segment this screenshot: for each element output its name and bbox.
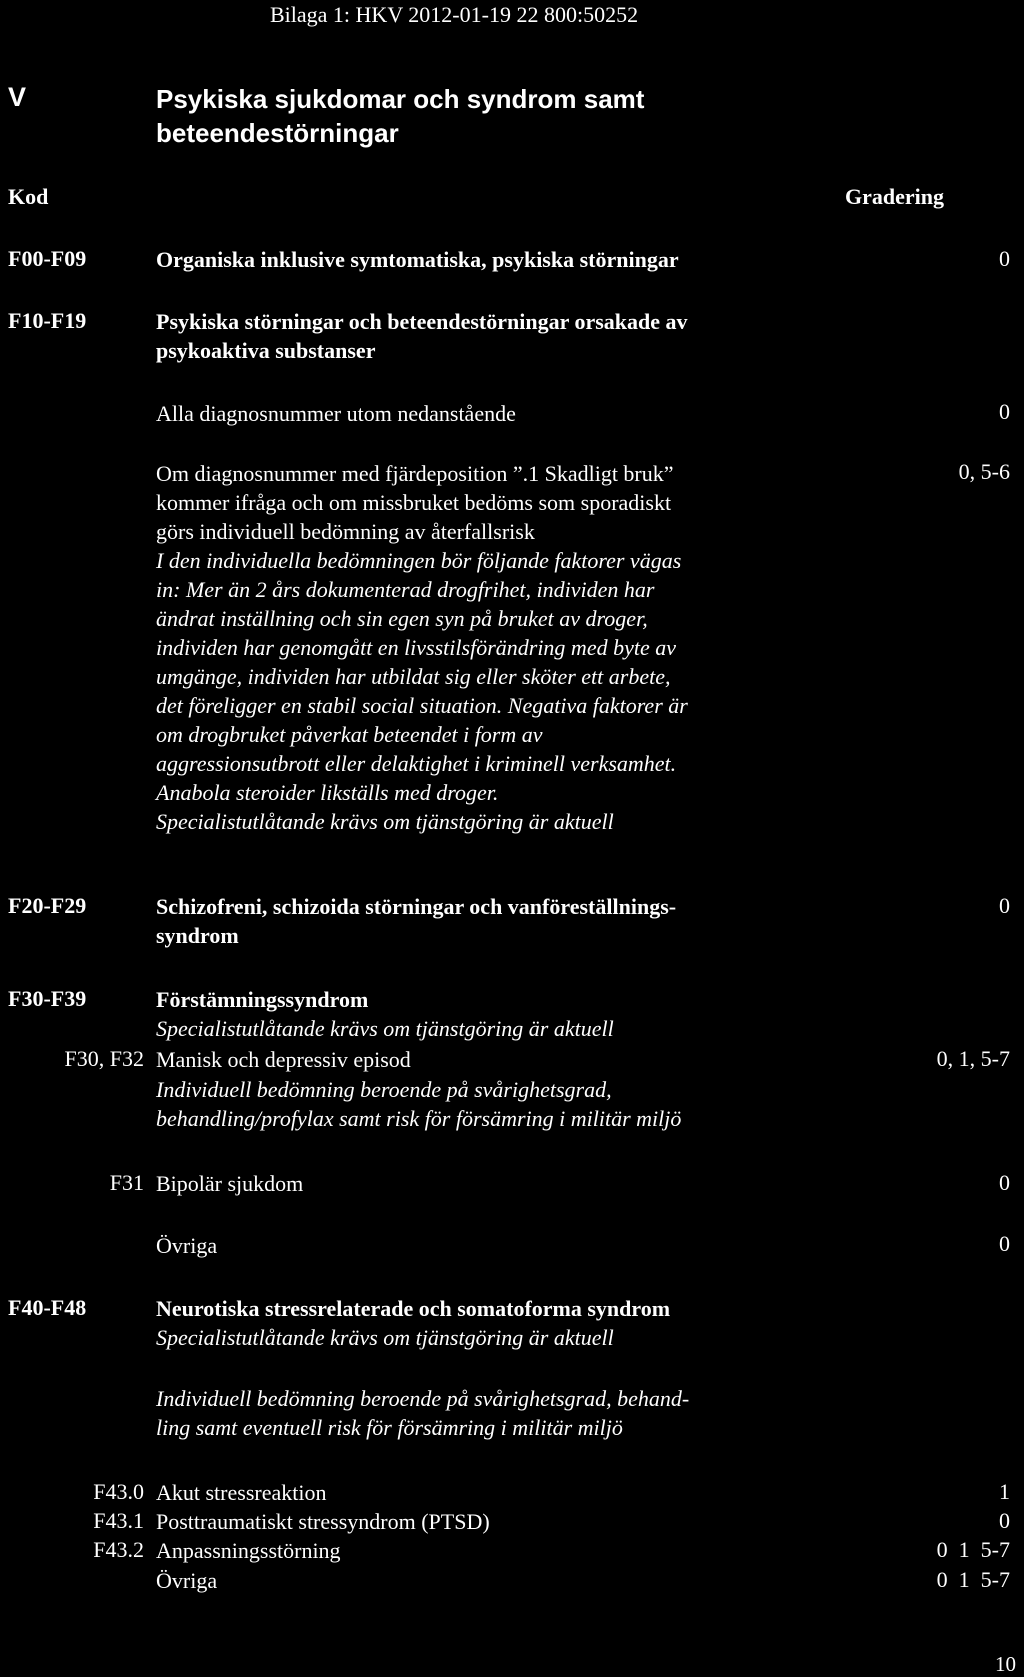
column-header-code: Kod [8, 184, 49, 209]
title-f40-f48: Neurotiska stressrelaterade och somatoforma syndrom [156, 1296, 671, 1321]
code-f10-f19: F10-F19 [8, 308, 87, 333]
title-f31: Bipolär sjukdom [156, 1171, 304, 1196]
title-f20-f29 [156, 892, 676, 950]
grade-f00-f09: 0 [999, 246, 1010, 271]
note-line: det föreligger en stabil social situation. Negativa faktorer är [156, 693, 688, 718]
note-line: Individuell bedömning beroende på svårighetsgrad, [156, 1077, 612, 1102]
grade-f40-other: 0 1 5-7 [936, 1567, 1010, 1592]
note-line: aggressionsutbrott eller delaktighet i kriminell verksamhet. [156, 751, 677, 776]
f10-all-diagnoses-text: Alla diagnosnummer utom nedanstående [156, 401, 516, 426]
title-f43-0: Akut stressreaktion [156, 1480, 327, 1505]
note-line: om drogbruket påverkat beteendet i form av [156, 722, 543, 747]
f40-specialist-note: Specialistutlåtande krävs om tjänstgöring är aktuell [156, 1325, 614, 1350]
note-line: I den individuella bedömningen bör följande faktorer vägas [156, 548, 682, 573]
grade-f31: 0 [999, 1170, 1010, 1195]
note-line: individen har genomgått en livsstilsförändring med byte av [156, 635, 676, 660]
document-reference: Bilaga 1: HKV 2012-01-19 22 800:50252 [270, 2, 639, 27]
title-f10-f19 [156, 307, 688, 365]
code-f43-1: F43.1 [93, 1508, 144, 1533]
code-f30-f32: F30, F32 [64, 1046, 144, 1071]
note-line: ling samt eventuell risk för försämring i militär miljö [156, 1415, 623, 1440]
title-f10-f19-line1: Psykiska störningar och beteendestörningar orsakade av [156, 309, 688, 334]
grade-f43-2: 0 1 5-7 [936, 1537, 1010, 1562]
grade-f30-f32: 0, 1, 5-7 [936, 1046, 1010, 1071]
code-f40-f48: F40-F48 [8, 1295, 87, 1320]
section-title-line2: beteendestörningar [156, 118, 399, 148]
section-number: V [8, 82, 27, 112]
section-title [156, 82, 644, 150]
grade-f43-0: 1 [999, 1479, 1010, 1504]
code-f43-2: F43.2 [93, 1537, 144, 1562]
grade-f20-f29: 0 [999, 893, 1010, 918]
f10-assessment-note [156, 546, 688, 836]
f10-harmful-use-line: görs individuell bedömning av återfallsrisk [156, 519, 535, 544]
title-f40-other: Övriga [156, 1568, 218, 1593]
code-f30-f39: F30-F39 [8, 986, 87, 1011]
f10-harmful-use-line: Om diagnosnummer med fjärdeposition ”.1 Skadligt bruk” [156, 461, 674, 486]
title-f00-f09: Organiska inklusive symtomatiska, psykiska störningar [156, 247, 679, 272]
note-line: umgänge, individen har utbildat sig eller sköter ett arbete, [156, 664, 671, 689]
title-f30-f32: Manisk och depressiv episod [156, 1047, 411, 1072]
grade-f30-other: 0 [999, 1231, 1010, 1256]
section-title-line1: Psykiska sjukdomar och syndrom samt [156, 84, 645, 114]
page-number: 10 [995, 1652, 1016, 1676]
f10-harmful-use-grade: 0, 5-6 [958, 459, 1010, 484]
title-f43-2: Anpassningsstörning [156, 1538, 341, 1563]
code-f31: F31 [109, 1170, 144, 1195]
column-header-grading: Gradering [845, 184, 944, 209]
code-f43-0: F43.0 [93, 1479, 144, 1504]
f10-harmful-use-line: kommer ifråga och om missbruket bedöms som sporadiskt [156, 490, 672, 515]
f10-all-diagnoses-grade: 0 [999, 399, 1010, 424]
code-f20-f29: F20-F29 [8, 893, 87, 918]
note-line: Anabola steroider likställs med droger. [156, 780, 499, 805]
title-f43-1: Posttraumatiskt stressyndrom (PTSD) [156, 1509, 490, 1534]
title-f30-other: Övriga [156, 1233, 218, 1258]
title-f20-f29-line1: Schizofreni, schizoida störningar och vanföreställnings- [156, 894, 677, 919]
note-line: behandling/profylax samt risk för försämring i militär miljö [156, 1106, 682, 1131]
grade-f43-1: 0 [999, 1508, 1010, 1533]
note-line: ändrat inställning och sin egen syn på bruket av droger, [156, 606, 648, 631]
f10-harmful-use-text [156, 459, 674, 546]
title-f10-f19-line2: psykoaktiva substanser [156, 338, 376, 363]
f30-f32-assessment-note [156, 1075, 681, 1133]
title-f30-f39: Förstämningssyndrom [156, 987, 369, 1012]
note-line: Specialistutlåtande krävs om tjänstgöring är aktuell [156, 809, 614, 834]
title-f20-f29-line2: syndrom [156, 923, 239, 948]
f40-assessment-note [156, 1384, 689, 1442]
code-f00-f09: F00-F09 [8, 246, 87, 271]
note-line: Individuell bedömning beroende på svårighetsgrad, behand- [156, 1386, 690, 1411]
f30-specialist-note: Specialistutlåtande krävs om tjänstgöring är aktuell [156, 1016, 614, 1041]
note-line: in: Mer än 2 års dokumenterad drogfrihet, individen har [156, 577, 655, 602]
